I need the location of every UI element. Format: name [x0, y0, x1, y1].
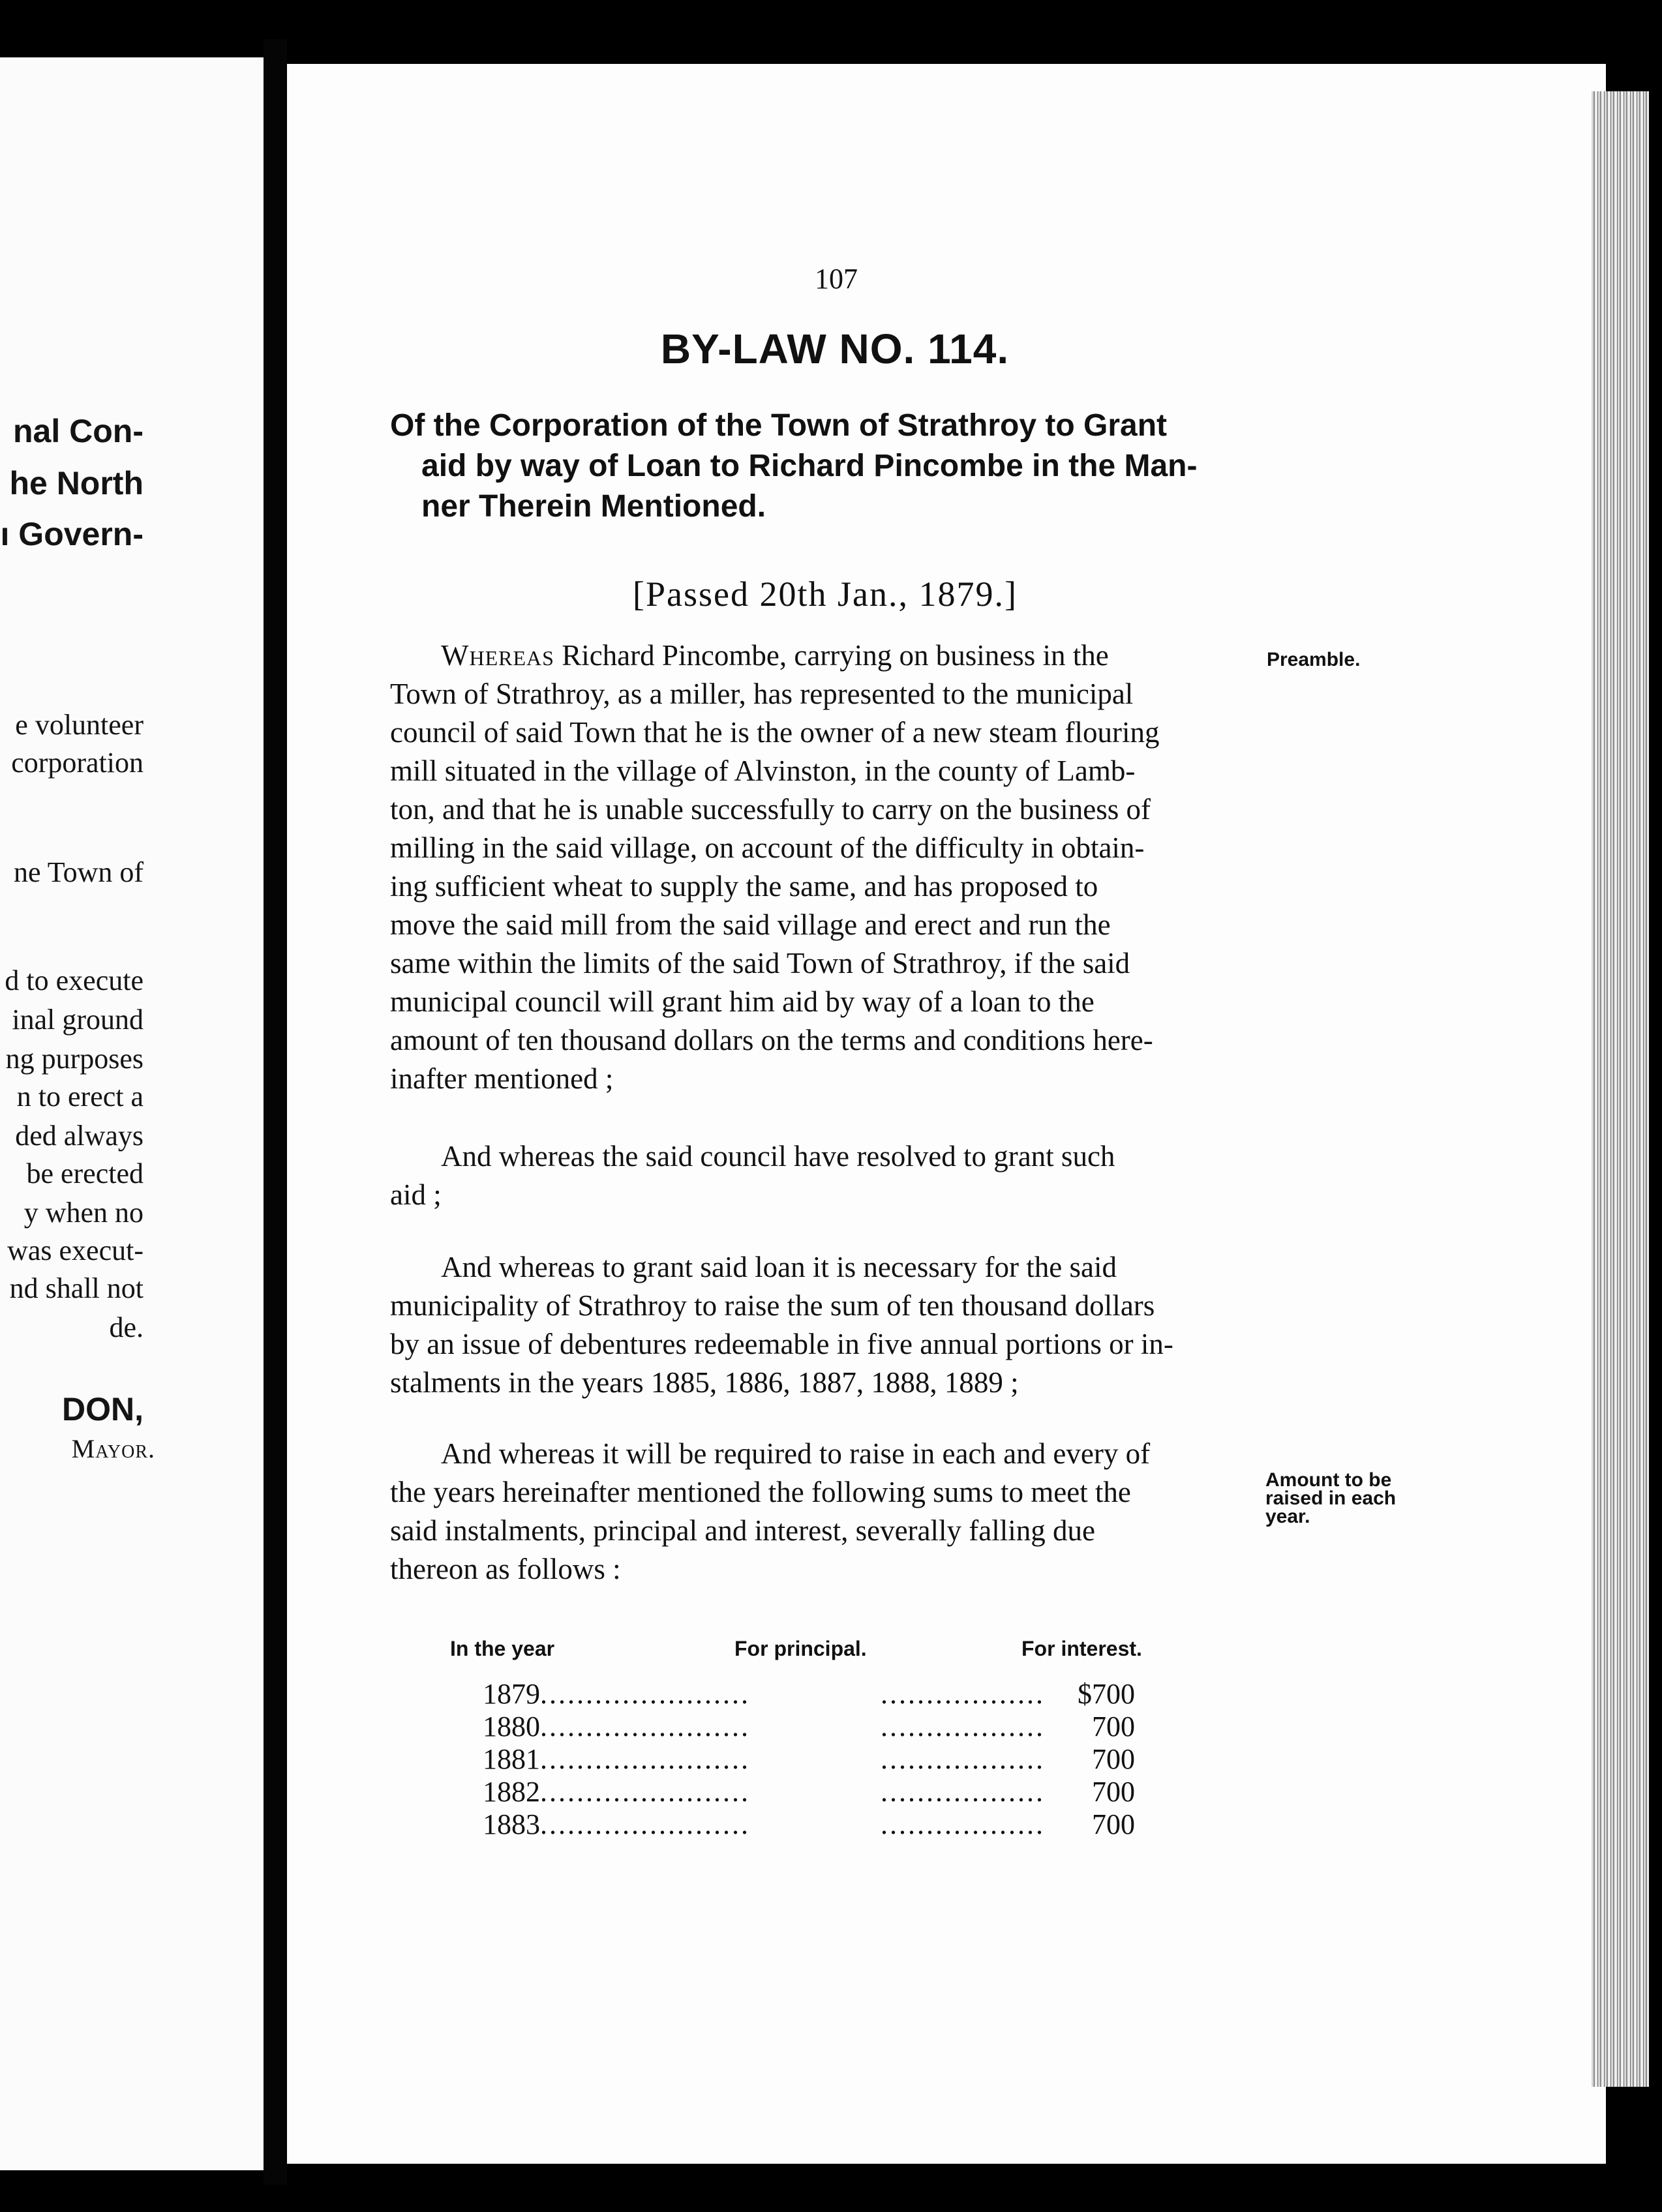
table-row: [483, 1775, 1200, 1809]
resolution-paragraph: [390, 1137, 1255, 1214]
table-cell-principal: ..................: [881, 1743, 1045, 1775]
left-line: nal Con-: [13, 413, 144, 449]
page-number: 107: [815, 263, 858, 295]
paragraph-line: amount of ten thousand dollars on the terms and conditions here-: [390, 1024, 1153, 1056]
table-header-year: In the year: [450, 1637, 555, 1660]
table-cell-year: [483, 1677, 770, 1711]
leader-dots: .......................: [540, 1808, 750, 1840]
page-title: BY-LAW NO. 114.: [660, 325, 1010, 372]
margin-note-preamble: Preamble.: [1267, 649, 1361, 670]
bylaw-subtitle: [390, 406, 1260, 527]
subtitle-line: ner Therein Mentioned.: [421, 489, 766, 524]
left-line: inal ground: [12, 1004, 144, 1036]
paragraph-line: And whereas it will be required to raise in each and every of: [441, 1437, 1151, 1470]
margin-note-line: year.: [1265, 1506, 1310, 1527]
paragraph-line: aid ;: [390, 1178, 442, 1211]
opening-word: Whereas: [441, 639, 554, 672]
subtitle-line: aid by way of Loan to Richard Pincombe in the Man-: [421, 449, 1198, 483]
table-cell-interest: 700: [1092, 1808, 1135, 1840]
paragraph-line: move the said mill from the said village and erect and run the: [390, 908, 1111, 941]
table-cell-year: [483, 1710, 770, 1743]
paragraph-line: [390, 636, 1255, 675]
paragraph-line: thereon as follows :: [390, 1553, 621, 1585]
left-line: de.: [109, 1311, 144, 1343]
year-value: 1883: [483, 1808, 540, 1840]
left-line: ng purposes: [5, 1043, 144, 1075]
year-value: 1879: [483, 1678, 540, 1710]
margin-note-line: Amount to be: [1265, 1469, 1392, 1491]
left-line: was execut-: [7, 1234, 144, 1266]
paragraph-line: stalments in the years 1885, 1886, 1887, 1888, 1889 ;: [390, 1366, 1019, 1399]
table-row: [483, 1710, 1200, 1744]
year-value: 1881: [483, 1743, 540, 1775]
paragraph-line: ing sufficient wheat to supply the same, and has proposed to: [390, 870, 1098, 903]
leader-dots: .......................: [540, 1743, 750, 1775]
table-cell-year: [483, 1742, 770, 1776]
left-line: corporation: [11, 747, 144, 779]
paragraph-text: Richard Pincombe, carrying on business in the: [554, 639, 1109, 672]
table-header-principal: For principal.: [734, 1637, 867, 1660]
passed-date: [Passed 20th Jan., 1879.]: [633, 575, 1018, 614]
book-gutter: [264, 39, 287, 2185]
paragraph-line: inafter mentioned ;: [390, 1062, 614, 1095]
table-cell-interest: $700: [1078, 1678, 1135, 1710]
table-cell-interest: 700: [1092, 1743, 1135, 1775]
paragraph-line: And whereas to grant said loan it is necessary for the said: [441, 1251, 1117, 1283]
left-page: [0, 57, 264, 2170]
left-line: ı Govern-: [0, 516, 144, 552]
preamble-paragraph: [390, 636, 1255, 1098]
left-line: nd shall not: [9, 1272, 144, 1304]
year-value: 1880: [483, 1711, 540, 1742]
paragraph-line: the years hereinafter mentioned the following sums to meet the: [390, 1476, 1131, 1508]
paragraph-line: by an issue of debentures redeemable in five annual portions or in-: [390, 1328, 1173, 1360]
right-page: [287, 64, 1606, 2164]
table-cell-year: [483, 1775, 770, 1808]
left-line: be erected: [26, 1158, 144, 1189]
table-row: [483, 1808, 1200, 1842]
left-line: ded always: [15, 1120, 144, 1152]
table-cell-principal: ..................: [881, 1776, 1045, 1808]
paragraph-line: Town of Strathroy, as a miller, has represented to the municipal: [390, 678, 1134, 710]
paragraph-line: mill situated in the village of Alvinston, in the county of Lamb-: [390, 755, 1136, 787]
paragraph-line: municipal council will grant him aid by way of a loan to the: [390, 985, 1095, 1018]
paragraph-line: same within the limits of the said Town of Strathroy, if the said: [390, 947, 1130, 979]
table-header-interest: For interest.: [1021, 1637, 1142, 1660]
paragraph-line: milling in the said village, on account of the difficulty in obtain-: [390, 831, 1145, 864]
table-cell-interest: 700: [1092, 1711, 1135, 1742]
paragraph-line: And whereas the said council have resolved to grant such: [441, 1140, 1115, 1173]
table-cell-principal: ..................: [881, 1808, 1045, 1840]
left-line: n to erect a: [16, 1081, 144, 1113]
paragraph-line: municipality of Strathroy to raise the sum of ten thousand dollars: [390, 1289, 1155, 1322]
paragraph-line: ton, and that he is unable successfully to carry on the business of: [390, 793, 1151, 826]
margin-note-line: raised in each: [1265, 1487, 1397, 1509]
subtitle-line: Of the Corporation of the Town of Strathroy to Grant: [390, 408, 1168, 443]
table-cell-principal: ..................: [881, 1678, 1045, 1710]
left-line: DON,: [62, 1391, 144, 1427]
table-cell-principal: ..................: [881, 1711, 1045, 1742]
left-line: y when no: [23, 1197, 144, 1229]
paragraph-line: said instalments, principal and interest, severally falling due: [390, 1514, 1095, 1547]
leader-dots: .......................: [540, 1678, 750, 1710]
table-cell-year: [483, 1808, 770, 1841]
left-line: Mayor.: [71, 1434, 155, 1463]
left-line: e volunteer: [15, 709, 144, 741]
table-cell-interest: 700: [1092, 1776, 1135, 1808]
table-row: [483, 1742, 1200, 1776]
leader-dots: .......................: [540, 1776, 750, 1808]
loan-paragraph: [390, 1248, 1255, 1402]
table-row: [483, 1677, 1200, 1711]
left-line: d to execute: [5, 964, 144, 996]
left-line: he North: [9, 465, 144, 501]
leader-dots: .......................: [540, 1711, 750, 1742]
year-value: 1882: [483, 1776, 540, 1808]
amount-paragraph: [390, 1435, 1255, 1589]
paragraph-line: council of said Town that he is the owner of a new steam flouring: [390, 716, 1160, 749]
margin-note-amount: [1265, 1471, 1396, 1526]
page-edges: [1592, 91, 1649, 2087]
left-line: ne Town of: [14, 856, 144, 888]
